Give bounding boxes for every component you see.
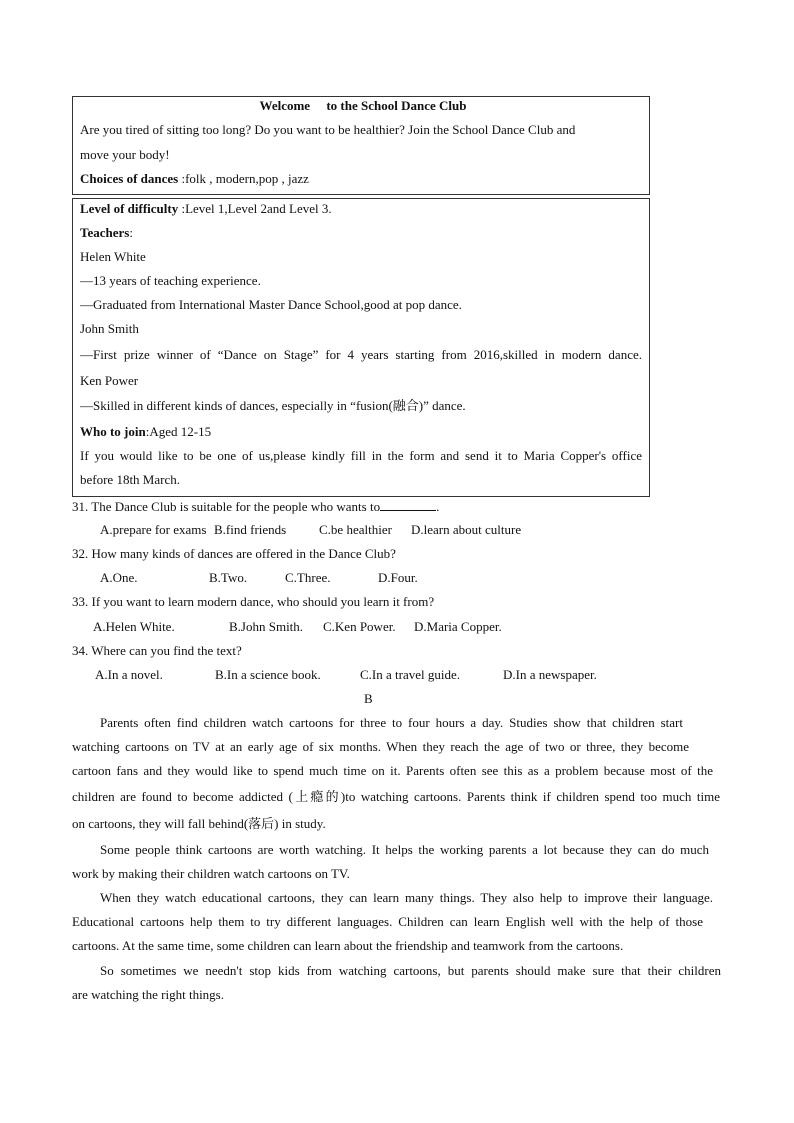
teachers-colon: : [129, 225, 133, 240]
level-value: :Level 1,Level 2and Level 3. [178, 201, 332, 216]
teacher-1-detail-1: —13 years of teaching experience. [80, 273, 261, 288]
section-label-b: B [364, 691, 373, 706]
teacher-1-name: Helen White [80, 249, 146, 264]
option-34-c: C.In a travel guide. [360, 667, 460, 682]
p1-line-3: cartoon fans and they would like to spend much time on it. Parents often see this as a problem because most of the [72, 763, 713, 778]
option-33-a: A.Helen White. [93, 619, 175, 634]
club-title [80, 98, 646, 114]
choices-label: Choices of dances [80, 171, 179, 186]
club-title-name: to the School Dance Club [326, 98, 467, 113]
teacher-1-detail-2: —Graduated from International Master Dance School,good at pop dance. [80, 297, 462, 312]
option-31-c: C.be healthier [319, 522, 392, 537]
option-33-b: B.John Smith. [229, 619, 304, 634]
p3-line-1: When they watch educational cartoons, they can learn many things. They also help to improve their language. [100, 890, 713, 905]
teacher-3-name: Ken Power [80, 373, 139, 388]
option-33-d: D.Maria Copper. [414, 619, 502, 634]
option-32-a: A.One. [100, 570, 138, 585]
level-line [80, 201, 646, 217]
option-31-b: B.find friends [214, 522, 287, 537]
join-line-1: If you would like to be one of us,please kindly fill in the form and send it to Maria Copper's office [80, 448, 642, 463]
option-33-c: C.Ken Power. [323, 619, 396, 634]
option-32-d: D.Four. [378, 570, 418, 585]
p4-line-1: So sometimes we needn't stop kids from watching cartoons, but parents should make sure that their children [100, 963, 721, 978]
option-34-a: A.In a novel. [95, 667, 163, 682]
choices-value: :folk , modern,pop , jazz [178, 171, 309, 186]
option-32-b: B.Two. [209, 570, 248, 585]
question-31 [72, 498, 439, 515]
question-34: 34. Where can you find the text? [72, 643, 242, 658]
p1-line-4: children are found to become addicted (上瘾的)to watching cartoons. Parents think if children spend too much time [72, 789, 720, 804]
choices-line [80, 171, 646, 187]
intro-line-2: move your body! [80, 147, 170, 162]
p1-line-1: Parents often find children watch cartoons for three to four hours a day. Studies show that children start [100, 715, 683, 730]
p1-line-2: watching cartoons on TV at an early age of six months. When they reach the age of two or three, they become [72, 739, 689, 754]
option-32-c: C.Three. [285, 570, 331, 585]
question-31-end: . [436, 499, 440, 514]
level-label: Level of difficulty [80, 201, 179, 216]
intro-line-1: Are you tired of sitting too long? Do you want to be healthier? Join the School Dance Club and [80, 122, 576, 137]
teachers-heading [80, 225, 646, 241]
question-31-text: 31. The Dance Club is suitable for the people who wants to [72, 499, 381, 514]
teacher-2-name: John Smith [80, 321, 139, 336]
teachers-label: Teachers [80, 225, 130, 240]
p3-line-3: cartoons. At the same time, some children can learn about the friendship and teamwork from the cartoons. [72, 938, 624, 953]
who-value: :Aged 12-15 [145, 424, 212, 439]
question-33: 33. If you want to learn modern dance, who should you learn it from? [72, 594, 435, 609]
option-34-b: B.In a science book. [215, 667, 321, 682]
who-line [80, 424, 646, 440]
answer-blank [380, 498, 436, 511]
question-32: 32. How many kinds of dances are offered in the Dance Club? [72, 546, 396, 561]
teacher-2-detail-1: —First prize winner of “Dance on Stage” for 4 years starting from 2016,skilled in modern dance. [80, 347, 642, 362]
p2-line-1: Some people think cartoons are worth watching. It helps the working parents a lot because they can do much [100, 842, 709, 857]
teacher-3-detail-1: —Skilled in different kinds of dances, especially in “fusion(融合)” dance. [80, 398, 466, 413]
option-34-d: D.In a newspaper. [503, 667, 597, 682]
who-label: Who to join [80, 424, 146, 439]
p4-line-2: are watching the right things. [72, 987, 224, 1002]
option-31-a: A.prepare for exams [100, 522, 207, 537]
club-title-welcome: Welcome [259, 98, 311, 113]
p2-line-2: work by making their children watch cartoons on TV. [72, 866, 350, 881]
option-31-d: D.learn about culture [411, 522, 522, 537]
p1-line-5: on cartoons, they will fall behind(落后) in study. [72, 816, 326, 831]
join-line-2: before 18th March. [80, 472, 180, 487]
p3-line-2: Educational cartoons help them to try different languages. Children can learn English well with the help of those [72, 914, 703, 929]
